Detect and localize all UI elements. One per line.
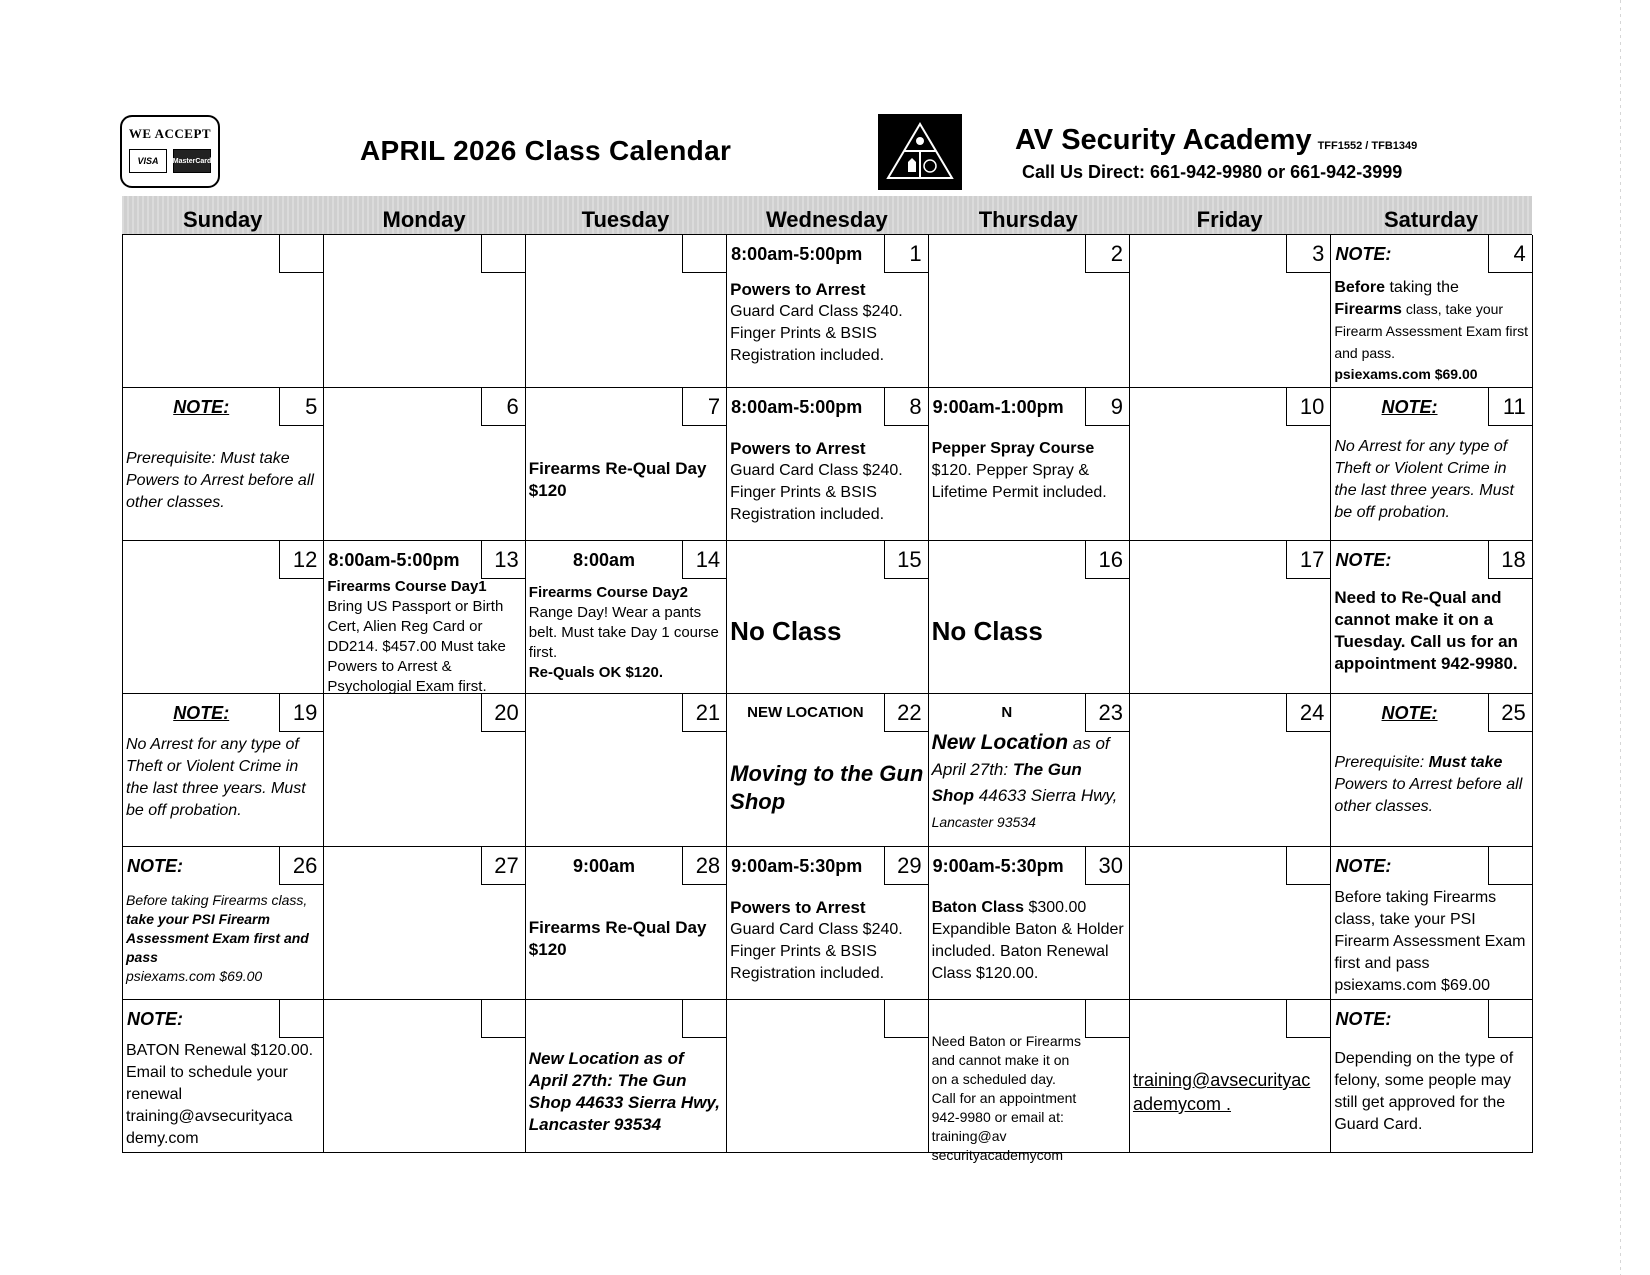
day-number-box — [1488, 1000, 1532, 1038]
class-time: 9:00am — [572, 856, 635, 876]
day-number: 8 — [884, 388, 928, 426]
day-number: 2 — [1085, 235, 1129, 273]
day-cell-empty-note — [1331, 1000, 1532, 1153]
class-description: Baton Class $300.00 Expandible Baton & Holder included. Baton Renewal Class $120.00. — [931, 899, 1124, 982]
day-cell-empty-appointment — [929, 1000, 1130, 1163]
weekday-saturday: Saturday — [1383, 207, 1479, 232]
class-time: 8:00am — [572, 550, 635, 570]
day-cell-21 — [526, 694, 727, 847]
day-cell-27 — [324, 847, 525, 1000]
class-description: $120. Pepper Spray & Lifetime Permit included. — [931, 462, 1107, 501]
note-label: NOTE: — [1335, 856, 1392, 876]
day-cell-empty — [526, 235, 727, 388]
calendar — [122, 196, 1532, 1163]
day-number-box — [1286, 847, 1330, 885]
day-cell-24 — [1130, 694, 1331, 847]
day-number: 25 — [1488, 694, 1532, 732]
note-text: Need to Re-Qual and cannot make it on a Tuesday. Call us for an appointment 942-9980. — [1334, 588, 1518, 673]
day-number: 18 — [1488, 541, 1532, 579]
note-text: Prerequisite: Must take Powers to Arrest before all other classes. — [1334, 754, 1523, 815]
day-cell-empty — [123, 235, 324, 388]
day-cell-29 — [727, 847, 928, 1000]
weekday-friday: Friday — [1196, 207, 1263, 232]
day-number: 30 — [1085, 847, 1129, 885]
day-cell-1 — [727, 235, 928, 388]
day-number-box — [1488, 847, 1532, 885]
note-label: NOTE: — [1381, 397, 1438, 417]
class-title: Powers to Arrest — [730, 280, 866, 299]
weekday-sunday: Sunday — [182, 207, 263, 232]
day-cell-30 — [929, 847, 1130, 1000]
note-label: NOTE: — [1335, 1009, 1392, 1029]
new-location-notice: New Location as of April 27th: The Gun Shop 44633 Sierra Hwy, Lancaster 93534 — [931, 731, 1118, 830]
visa-card-icon: VISA — [129, 149, 167, 173]
license-numbers: TFF1552 / TFB1349 — [1317, 140, 1418, 152]
day-cell-26 — [123, 847, 324, 1000]
day-cell-16 — [929, 541, 1130, 694]
class-description: Guard Card Class $240. Finger Prints & BSIS Registration included. — [730, 462, 903, 523]
class-description: Guard Card Class $240. Finger Prints & BSIS Registration included. — [730, 303, 903, 364]
day-cell-9 — [929, 388, 1130, 541]
calendar-grid — [122, 234, 1532, 1163]
day-number: 15 — [884, 541, 928, 579]
class-title: Powers to Arrest — [730, 898, 866, 917]
class-title: Powers to Arrest — [730, 439, 866, 458]
moving-notice: Moving to the Gun Shop — [730, 761, 924, 814]
day-number: 29 — [884, 847, 928, 885]
day-number: 28 — [682, 847, 726, 885]
note-text: No Arrest for any type of Theft or Violent Crime in the last three years. Must be off probation. — [126, 736, 306, 819]
class-time: 8:00am-5:00pm — [731, 244, 863, 264]
day-cell-empty-note — [1331, 847, 1532, 1000]
day-number-box — [1286, 1000, 1330, 1038]
day-number: 27 — [481, 847, 525, 885]
day-cell-10 — [1130, 388, 1331, 541]
day-cell-empty-location — [526, 1000, 727, 1153]
weekday-monday: Monday — [382, 207, 466, 232]
scan-edge — [1620, 0, 1621, 1275]
day-number: 1 — [884, 235, 928, 273]
day-cell-18 — [1331, 541, 1532, 694]
day-number: 6 — [481, 388, 525, 426]
day-number-box — [279, 1000, 323, 1038]
class-description: Range Day! Wear a pants belt. Must take Day 1 course first. — [528, 604, 719, 661]
class-description: Bring US Passport or Birth Cert, Alien Reg Card or DD214. $457.00 Must take Powers to Arrest & Psychologial Exam first. — [327, 598, 506, 695]
day-cell-23 — [929, 694, 1130, 847]
day-number-box — [884, 1000, 928, 1038]
day-cell-11 — [1331, 388, 1532, 541]
new-location-label: NEW LOCATION — [747, 704, 864, 721]
weekday-tuesday: Tuesday — [581, 207, 670, 232]
class-time: 9:00am-5:30pm — [731, 856, 863, 876]
day-cell-19 — [123, 694, 324, 847]
appointment-note: Need Baton or Firearms and cannot make it on on a scheduled day. Call for an appointment 942-9980 or email at: training@av securityacademycom — [931, 1033, 1081, 1163]
note-text: Prerequisite: Must take Powers to Arrest before all other classes. — [126, 450, 314, 511]
class-time: 9:00am-1:00pm — [932, 397, 1064, 417]
class-title: Firearms Re-Qual Day $120 — [528, 459, 707, 500]
day-number-box — [481, 235, 525, 273]
no-class-label: No Class — [730, 616, 842, 646]
day-number: 13 — [481, 541, 525, 579]
day-number: 7 — [682, 388, 726, 426]
day-number-box — [1085, 1000, 1129, 1038]
note-label: NOTE: — [127, 1009, 183, 1029]
day-cell-4 — [1331, 235, 1532, 388]
day-number: 26 — [279, 847, 323, 885]
day-number: 11 — [1488, 388, 1532, 426]
class-title: Pepper Spray Course — [931, 440, 1095, 457]
day-cell-25 — [1331, 694, 1532, 847]
day-number: 17 — [1286, 541, 1330, 579]
weekday-wednesday: Wednesday — [765, 207, 888, 232]
mastercard-icon: MasterCard — [173, 149, 211, 173]
day-cell-empty — [727, 1000, 928, 1153]
day-cell-3 — [1130, 235, 1331, 388]
day-number: 20 — [481, 694, 525, 732]
day-cell-empty-email — [1130, 1000, 1331, 1153]
weekday-thursday: Thursday — [978, 207, 1078, 232]
note-label: NOTE: — [1335, 550, 1392, 570]
note-text: Before taking Firearms class, take your PSI Firearm Assessment Exam first and pass psiexams.com $69.00 — [1334, 889, 1526, 994]
payment-badge — [120, 115, 220, 188]
day-cell-20 — [324, 694, 525, 847]
day-cell-15 — [727, 541, 928, 694]
note-text: Before taking Firearms class, take your PSI Firearm Assessment Exam first and pass psiexams.com $69.00 — [126, 892, 309, 984]
class-time: 8:00am-5:00pm — [328, 550, 460, 570]
day-cell-14 — [526, 541, 727, 694]
day-cell-7 — [526, 388, 727, 541]
note-label: NOTE: — [1335, 244, 1392, 264]
weekday-header — [122, 196, 1532, 234]
day-cell-28 — [526, 847, 727, 1000]
day-cell-empty — [324, 235, 525, 388]
day-number: 9 — [1085, 388, 1129, 426]
day-number: 22 — [884, 694, 928, 732]
note-label: NOTE: — [173, 703, 230, 723]
day-number: 5 — [279, 388, 323, 426]
day-cell-17 — [1130, 541, 1331, 694]
class-description: Guard Card Class $240. Finger Prints & BSIS Registration included. — [730, 921, 903, 982]
phone-numbers: Call Us Direct: 661-942-9980 or 661-942-3999 — [1022, 162, 1403, 182]
day-cell-22 — [727, 694, 928, 847]
day-cell-5 — [123, 388, 324, 541]
day-cell-8 — [727, 388, 928, 541]
location-marker: N — [1001, 704, 1013, 721]
note-text: BATON Renewal $120.00. Email to schedule your renewal training@avsecurityaca demy.com — [126, 1042, 314, 1147]
class-time: 8:00am-5:00pm — [731, 397, 863, 417]
day-number: 24 — [1286, 694, 1330, 732]
day-cell-empty — [1130, 847, 1331, 1000]
no-class-label: No Class — [931, 616, 1043, 646]
day-number: 16 — [1085, 541, 1129, 579]
page-title: APRIL 2026 Class Calendar — [360, 135, 732, 166]
day-cell-13 — [324, 541, 525, 694]
day-cell-2 — [929, 235, 1130, 388]
day-cell-empty-note — [123, 1000, 324, 1153]
day-number: 23 — [1085, 694, 1129, 732]
day-number: 14 — [682, 541, 726, 579]
class-note: Re-Quals OK $120. — [528, 664, 664, 681]
note-label: NOTE: — [173, 397, 230, 417]
day-cell-12 — [123, 541, 324, 694]
day-number: 21 — [682, 694, 726, 732]
note-label: NOTE: — [127, 856, 183, 876]
day-number: 4 — [1488, 235, 1532, 273]
academy-name: AV Security Academy TFF1552 / TFB1349 — [1015, 124, 1418, 156]
day-number: 3 — [1286, 235, 1330, 273]
day-number: 19 — [279, 694, 323, 732]
day-number: 12 — [279, 541, 323, 579]
day-number: 10 — [1286, 388, 1330, 426]
academy-logo — [878, 114, 962, 190]
day-number-box — [279, 235, 323, 273]
we-accept-label: WE ACCEPT — [128, 126, 212, 141]
note-text: No Arrest for any type of Theft or Violent Crime in the last three years. Must be off probation. — [1334, 438, 1514, 521]
day-number-box — [682, 1000, 726, 1038]
day-cell-empty — [324, 1000, 525, 1153]
email-link[interactable]: training@avsecurityac ademycom . — [1132, 1070, 1311, 1114]
note-text: Depending on the type of felony, some people may still get approved for the Guard Card. — [1334, 1050, 1514, 1133]
class-title: Firearms Course Day1 — [327, 578, 487, 595]
class-title: Firearms Re-Qual Day $120 — [528, 918, 707, 959]
class-time: 9:00am-5:30pm — [932, 856, 1064, 876]
note-text: Before taking the Firearms class, take your Firearm Assessment Exam first and pass. psiexams.com $69.00 — [1334, 279, 1529, 382]
day-number-box — [481, 1000, 525, 1038]
day-cell-6 — [324, 388, 525, 541]
class-title: Firearms Course Day2 — [528, 584, 689, 601]
day-number-box — [682, 235, 726, 273]
note-label: NOTE: — [1381, 703, 1438, 723]
new-location-notice: New Location as of April 27th: The Gun Shop 44633 Sierra Hwy, Lancaster 93534 — [528, 1049, 720, 1134]
